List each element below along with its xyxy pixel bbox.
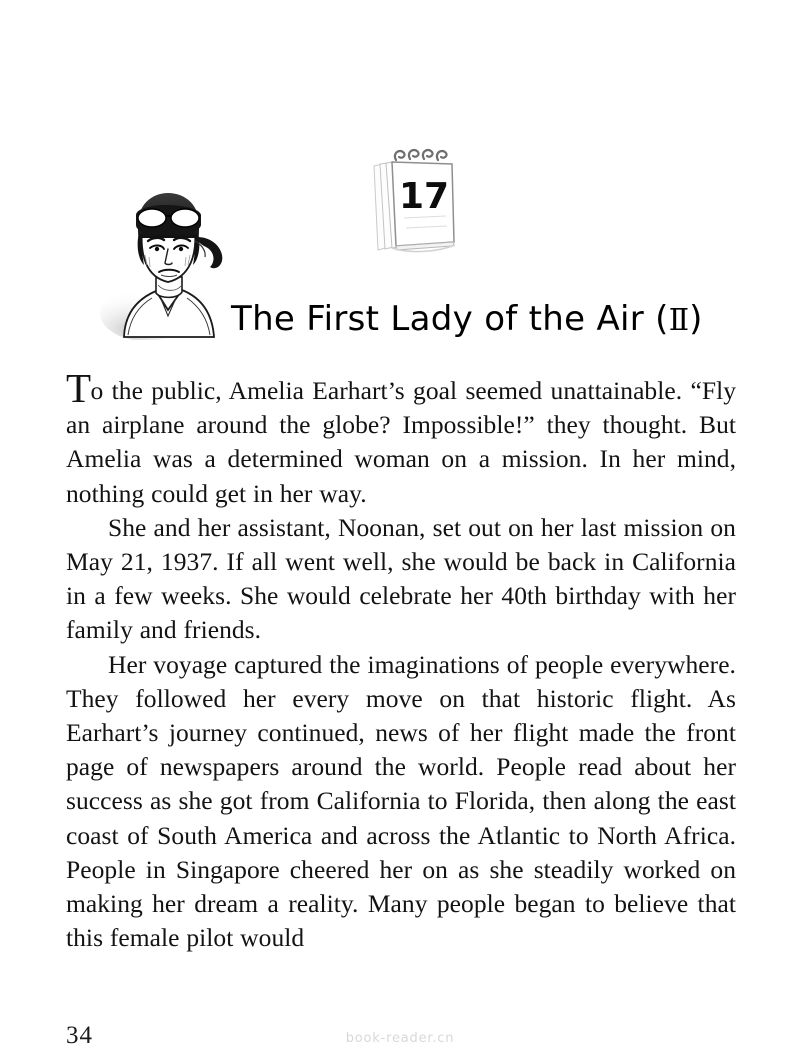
page-number: 34 [66,1022,93,1049]
aviator-portrait-icon [98,185,234,340]
paragraph-3-text: Her voyage captured the imaginations of people everywhere. They followed her every move on that historic flight. As Earhart’s journey continued, news of her flight made the front page of newspapers around the world. People read about her success as she got from California to Florida, then along the east coast of South America and across the Atlantic to North Africa. People in Singapore cheered her on as she steadily worked on making her dream a reality. Many people began to believe that this female pilot would [66,649,736,953]
chapter-header [0,0,800,345]
chapter-title-main: The First Lady of the Air ( [231,298,669,339]
paragraph-3 [66,648,736,956]
chapter-title-close-paren: ) [689,298,703,339]
paragraph-2-text: She and her assistant, Noonan, set out on her last mission on May 21, 1937. If all went well, she would be back in California in a few weeks. She would celebrate her 40th birthday with her family and friends. [66,512,736,645]
drop-cap: T [66,365,91,411]
paragraph-1 [66,365,736,511]
paragraph-1-text: o the public, Amelia Earhart’s goal seemed unattainable. “Fly an airplane around the globe? Impossible!” they thought. But Amelia was a determined woman on a mission. In her mind, nothing could get in her way. [66,376,736,508]
chapter-title-roman-numeral: Ⅱ [668,303,690,337]
paragraph-2 [66,511,736,648]
body-text [66,365,736,955]
flip-calendar-icon [352,142,474,262]
site-watermark: book-reader.cn [345,1031,455,1046]
calendar-number-text: 17 [398,176,450,217]
chapter-title [231,300,751,339]
